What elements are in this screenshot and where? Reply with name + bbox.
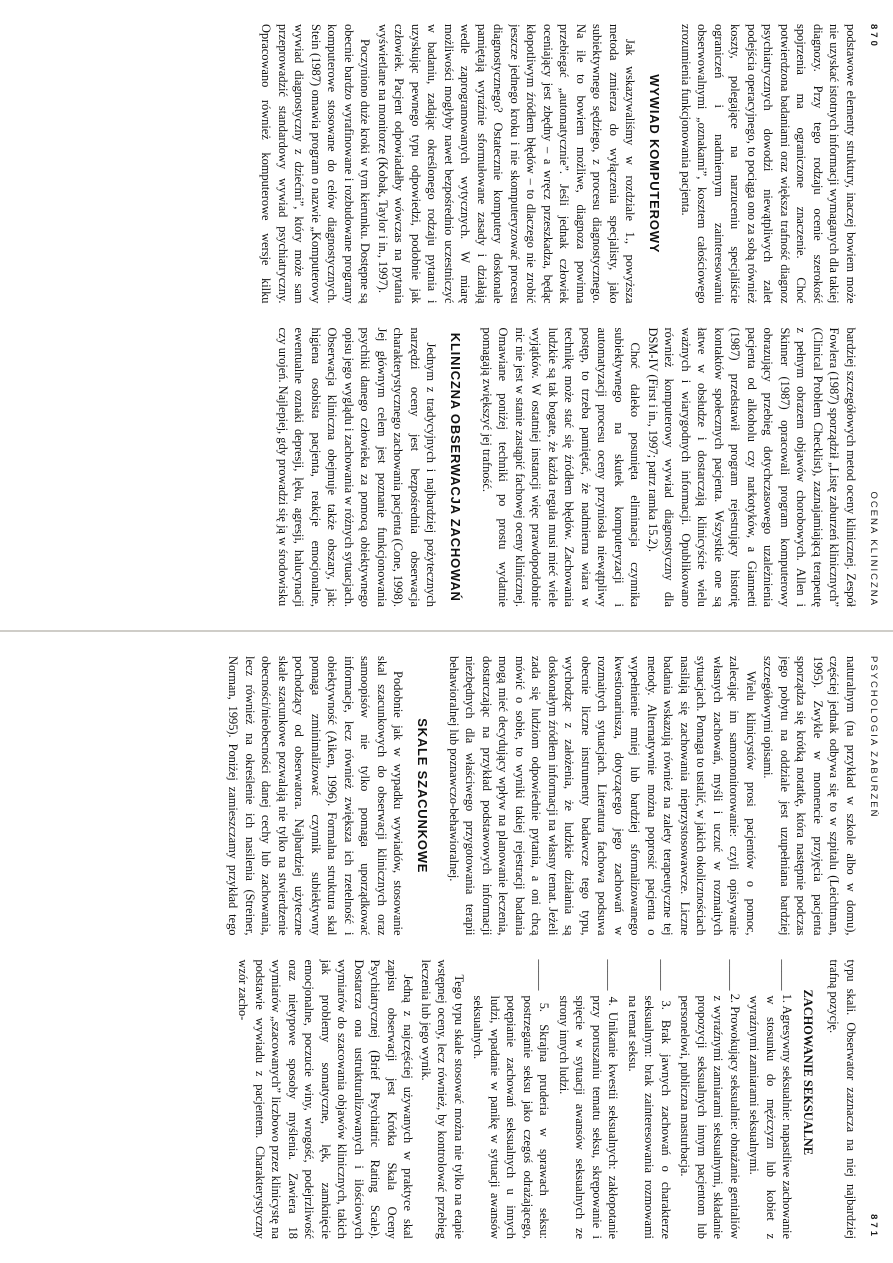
rating-scale-item: _____ 5. Skrajna pruderia w sprawach seksu: postrzeganie seksu jako czegoś odrażającego, potępianie zachowań seksualnych u innych ludzi, wpadanie w panikę w sytuacji awansów seksualnych. [471,959,552,1239]
paragraph: Wielu klinicystów prosi pacjentów o pomoc, zalecając im samomonitorowanie: czyli opisywanie własnych zachowań, myśli i uczuć w rozmaitych sytuacjach. Pomaga to ustalić, w jakich okolicznościach nasilają się zachowania nieprzystosowawcze. Liczne badania wskazują również na zalety terapeutyczne tej metody. Alternatywnie można poprosić pacjenta o wypełnienie mniej lub bardziej sformalizowanego kwestionariusza, dotyczącego jego zachowań w rozmaitych sytuacjach. Literatura fachowa podsuwa obecnie liczne instrumenty badawcze tego typu, wychodząc z założenia, że ludzkie działania są doskonałym źródłem informacji na własny temat. Jeżeli zada się ludziom odpowiednie pytania, a oni chcą mówić o sobie, to wyniki takiej rejestracji badania mogą mieć decydujący wpływ na planowanie leczenia, dostarczając na przykład podstawowych informacji niezbędnych dla właściwego przygotowania terapii behawioralnej lub poznawczo-behawioralnej. [447,656,758,936]
page-871-body [25,656,859,1239]
page-870-running-head [868,24,879,607]
page-870-body [25,24,859,607]
paragraph: Jedną z najczęściej używanych w praktyce skal zapisu obserwacji jest Krótka Skala Oceny Psychiatrycznej (Brief Psychiatric Rating Scale). Dostarcza ona ustrukturalizowanych i ilościowych wymiarów do szacowania objawów klinicznych, takich jak problemy somatyczne, lęk, zamknięcie emocjonalne, poczucie winy, wrogość, podejrzliwość oraz nietypowe sposoby myślenia. Zawiera 18 wymiarów „szacowanych” liczbowo przez klinicystę na podstawie wywiadu z pacjentem. Charakterystyczny wzór zacho- [236,959,416,1239]
paragraph: Poczyniono duże kroki w tym kierunku. Dostępne są obecnie bardzo wyrafinowane i rozbudowane programy komputerowe stosowane do celów diagnostycznych. Stein (1987) omawia program o nazwie „Komputerowy wywiad diagnostyczny z dziećmi”, który może sam przeprowadzić standardowy wywiad psychiatryczny. Opracowano również komputerowe wersje kilku bardziej szczegółowych metod oceny klinicznej. Zespół Fowlera (1987) sporządził „Listę zaburzeń klinicznych” (Clinical Problem Checklist), zaznajamiającą terapeutę z pełnym obrazem objawów chorobowych. Allen i Skinner (1987) opracowali program komputerowy obrazujący przebieg dotychczasowego uzależnienia pacjenta od alkoholu czy narkotyków, a Giannetti (1987) przedstawił program rejestrujący historię kontaktów społecznych pacjenta. Wszystkie one są łatwe w obsłudze i dostarczają klinicyście wielu ważnych i wiarygodnych informacji. Opublikowano również komputerowy wywiad diagnostyczny dla DSM-IV (First i in., 1997; patrz ramka 15.2). [259,24,858,607]
section-heading: WYWIAD KOMPUTEROWY [647,74,663,254]
rating-scale-item: _____ 3. Brak jawnych zachowań o charakterze seksualnym: brak zainteresowania rozmowami na temat seksu. [626,959,673,1239]
paragraph: Jednym z tradycyjnych i najbardziej pożytecznych narzędzi oceny jest bezpośrednia obserwacja charakterystycznego zachowania pacjenta (Cone, 1998). Jej głównym celem jest poznanie funkcjonowania psychiki danego człowieka za pomocą obiektywnego opisu jego wyglądu i zachowania w różnych sytuacjach. Obserwacja kliniczna obejmuje także obszary, jak: higiena osobista pacjenta, reakcje emocjonalne, ewentualne oznaki depresji, lęku, agresji, halucynacji czy urojeń. Najlepiej, gdy prowadzi się ją w środowisku [275,327,439,607]
paragraph: Tego typu skale stosować można nie tylko na etapie wstępnej oceny, lecz również, by kontrolować przebieg leczenia lub jego wynik. [419,959,466,1239]
page-870 [0,0,893,631]
rating-scale-title: ZACHOWANIE SEKSUALNE [801,989,815,1156]
rating-scale-item: _____ 4. Unikanie kwestii seksualnych: zakłopotanie przy poruszaniu tematu seksu, skrępowanie i spięcie w sytuacji awansów seksualnych ze strony innych ludzi. [557,959,621,1239]
page-number-870: 870 [868,24,879,49]
paragraph: Podobnie jak w wypadku wywiadów, stosowanie skal szacunkowych do obserwacji klinicznych oraz samoopisów nie tylko pomaga uporządkować informacje, lecz również zwiększa ich rzetelność i obiektywność (Aiken, 1996). Formalna struktura skal pomaga zminimalizować czynnik subiektywny pochodzący od obserwatora. Najbardziej użyteczne skale szacunkowe pozwalają nie tylko na stwierdzenie obecności/nieobecności danej cechy lub zachowania, lecz również na określenie ich nasilenia (Streiner, Norman, 1995). Poniżej zamieszczamy przykład tego typu skali. Obserwator zaznacza na niej najbardziej trafną pozycję. [226,656,858,1239]
page-871-running-head [868,656,879,1239]
section-heading: SKALE SZACUNKOWE [415,718,431,874]
section-heading: KLINICZNA OBSERWACJA ZACHOWAŃ [448,332,464,602]
rating-scale-item: _____ 1. Agresywny seksualnie: napastliwe zachowanie w stosunku do mężczyzn lub kobiet z wyraźnymi zamiarami seksualnymi. [747,959,795,1239]
paragraph: naturalnym (na przykład w szkole albo w domu), częściej jednak odbywa się to w szpitalu (Leichtman, 1995). Zwykle w momencie przyjęcia pacjenta sporządza się krótką notatkę, która następnie podczas jego pobytu na oddziale jest uzupełniana bardziej szczegółowymi opisami. [761,656,858,936]
rating-scale-item: _____ 2. Prowokujący seksualnie: obnażanie genitaliów z wyraźnymi zamiarami seksualnymi, składanie propozycji seksualnych innym pacjentom lub personelowi, publiczna masturbacja. [678,959,742,1239]
paragraph: Jak wskazywaliśmy w rozdziale 1., powyższa metoda zmierza do wyłączenia specjalisty, jako subiektywnego sędziego, z procesu diagnostycznego. Na ile to bowiem możliwe, diagnoza powinna przebiegać „automatycznie”. Jeśli jednak człowiek oceniający jest zbędny – a wręcz przeszkadza, będąc kłopotliwym źródłem błędów – to dlaczego nie zrobić jeszcze jednego kroku i nie skomputeryzować procesu diagnostycznego? Ostatecznie komputery doskonale pamiętają wyraźnie sformułowane zasady i działają wedle zaprogramowanych wytycznych. W miarę możliwości mogłyby nawet bezpośrednio uczestniczyć w badaniu, zadając określonego rodzaju pytania i uzyskując pewnego typu odpowiedzi, podobnie jak człowiek. Pacjent odpowiadałby wówczas na pytania wyświetlane na monitorze (Kobak, Taylor i in., 1997). [375,24,638,304]
page-871 [0,632,893,1263]
running-title-psychologia-zaburzen: PSYCHOLOGIA ZABURZEŃ [868,656,879,819]
page-871-region [0,632,893,1263]
page-870-region [0,0,893,631]
page-number-871: 871 [868,1214,879,1239]
paragraph: Choć daleko posunięta eliminacja czynnika subiektywnego na skutek komputeryzacji i automatyzacji procesu oceny przyniosła niewątpliwy postęp, to trzeba pamiętać, że nadmierna wiara w technikę może stać się źródłem błędów. Zachowania ludzkie są tak bogate, że każda reguła musi mieć wiele wyjątków. W ostatniej instancji więc prawdopodobnie nic nie jest w stanie zastąpić fachowej oceny klinicznej. Omawiane poniżej techniki po prostu wydatnie pomagają zwiększyć jej trafność. [480,327,643,607]
paragraph: podstawowe elementy struktury, inaczej bowiem może nie uzyskać istotnych informacji wymaganych dla takiej diagnozy. Przy tego rodzaju ocenie szerokość spojrzenia ma ograniczone znaczenie. Choć potwierdzona badaniami oraz większa trafność diagnoz psychiatrycznych dowodzi niewątpliwych zalet podejścia operacyjnego, to pociąga ono za sobą również koszty, polegające na narzuceniu specjaliście ograniczeń i nadmiernym zainteresowaniu obserwowalnymi „oznakami”, kosztem całościowego zrozumienia funkcjonowania pacjenta. [679,24,858,304]
running-title-ocena-kliniczna: OCENA KLINICZNA [868,491,879,607]
